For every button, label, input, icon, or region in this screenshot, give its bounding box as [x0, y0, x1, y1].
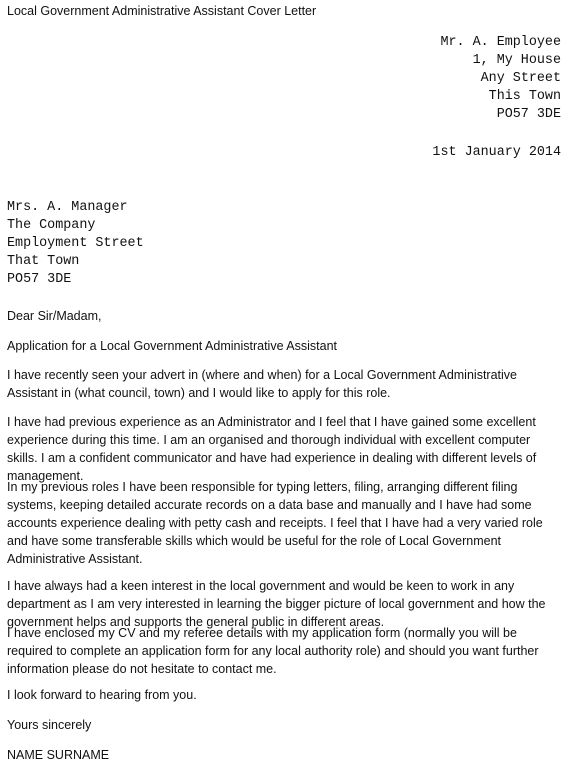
document-title: Local Government Administrative Assistant Cover Letter: [7, 4, 317, 18]
paragraph-enclosures: I have enclosed my CV and my referee details with my application form (normally you will be required to complete an application form for any local authority role) and should you want further information please do not hesitate to contact me.: [7, 626, 539, 676]
paragraph-introduction: I have recently seen your advert in (where and when) for a Local Government Administrative Assistant in (what council, town) and I would like to apply for this role.: [7, 368, 517, 400]
signoff: Yours sincerely: [7, 718, 92, 732]
salutation: Dear Sir/Madam,: [7, 309, 102, 323]
recipient-street: Employment Street: [7, 236, 144, 251]
sender-postcode: PO57 3DE: [496, 107, 561, 122]
paragraph-interest: I have always had a keen interest in the local government and would be keen to work in any department as I am very interested in learning the bigger picture of local government and how the government helps and supports the general public in different areas.: [7, 579, 546, 629]
subject-line: Application for a Local Government Administrative Assistant: [7, 339, 338, 353]
sender-address-block: [440, 34, 561, 124]
recipient-address-block: [7, 199, 144, 289]
closing-line: I look forward to hearing from you.: [7, 688, 197, 702]
sender-town: This Town: [488, 89, 561, 104]
paragraph-experience: I have had previous experience as an Administrator and I feel that I have gained some excellent experience during this time. I am an organised and thorough individual with excellent computer skills. I am a confident communicator and have had experience in dealing with different levels of management.: [7, 415, 537, 483]
sender-name: Mr. A. Employee: [440, 35, 561, 50]
letter-date: 1st January 2014: [432, 145, 561, 160]
sender-address-line-2: Any Street: [480, 71, 561, 86]
recipient-town: That Town: [7, 254, 80, 269]
sender-address-line-1: 1, My House: [472, 53, 561, 68]
recipient-company: The Company: [7, 218, 96, 233]
signature-name: NAME SURNAME: [7, 748, 110, 762]
recipient-postcode: PO57 3DE: [7, 272, 72, 287]
recipient-name: Mrs. A. Manager: [7, 200, 128, 215]
paragraph-previous-roles: In my previous roles I have been responsible for typing letters, filing, arranging different filing systems, keeping detailed accurate records on a data base and manually and I have had some accounts experience dealing with petty cash and receipts. I feel that I have had a very varied role and have some transferable skills which would be useful for the role of Local Government Administrative Assistant.: [7, 480, 543, 566]
